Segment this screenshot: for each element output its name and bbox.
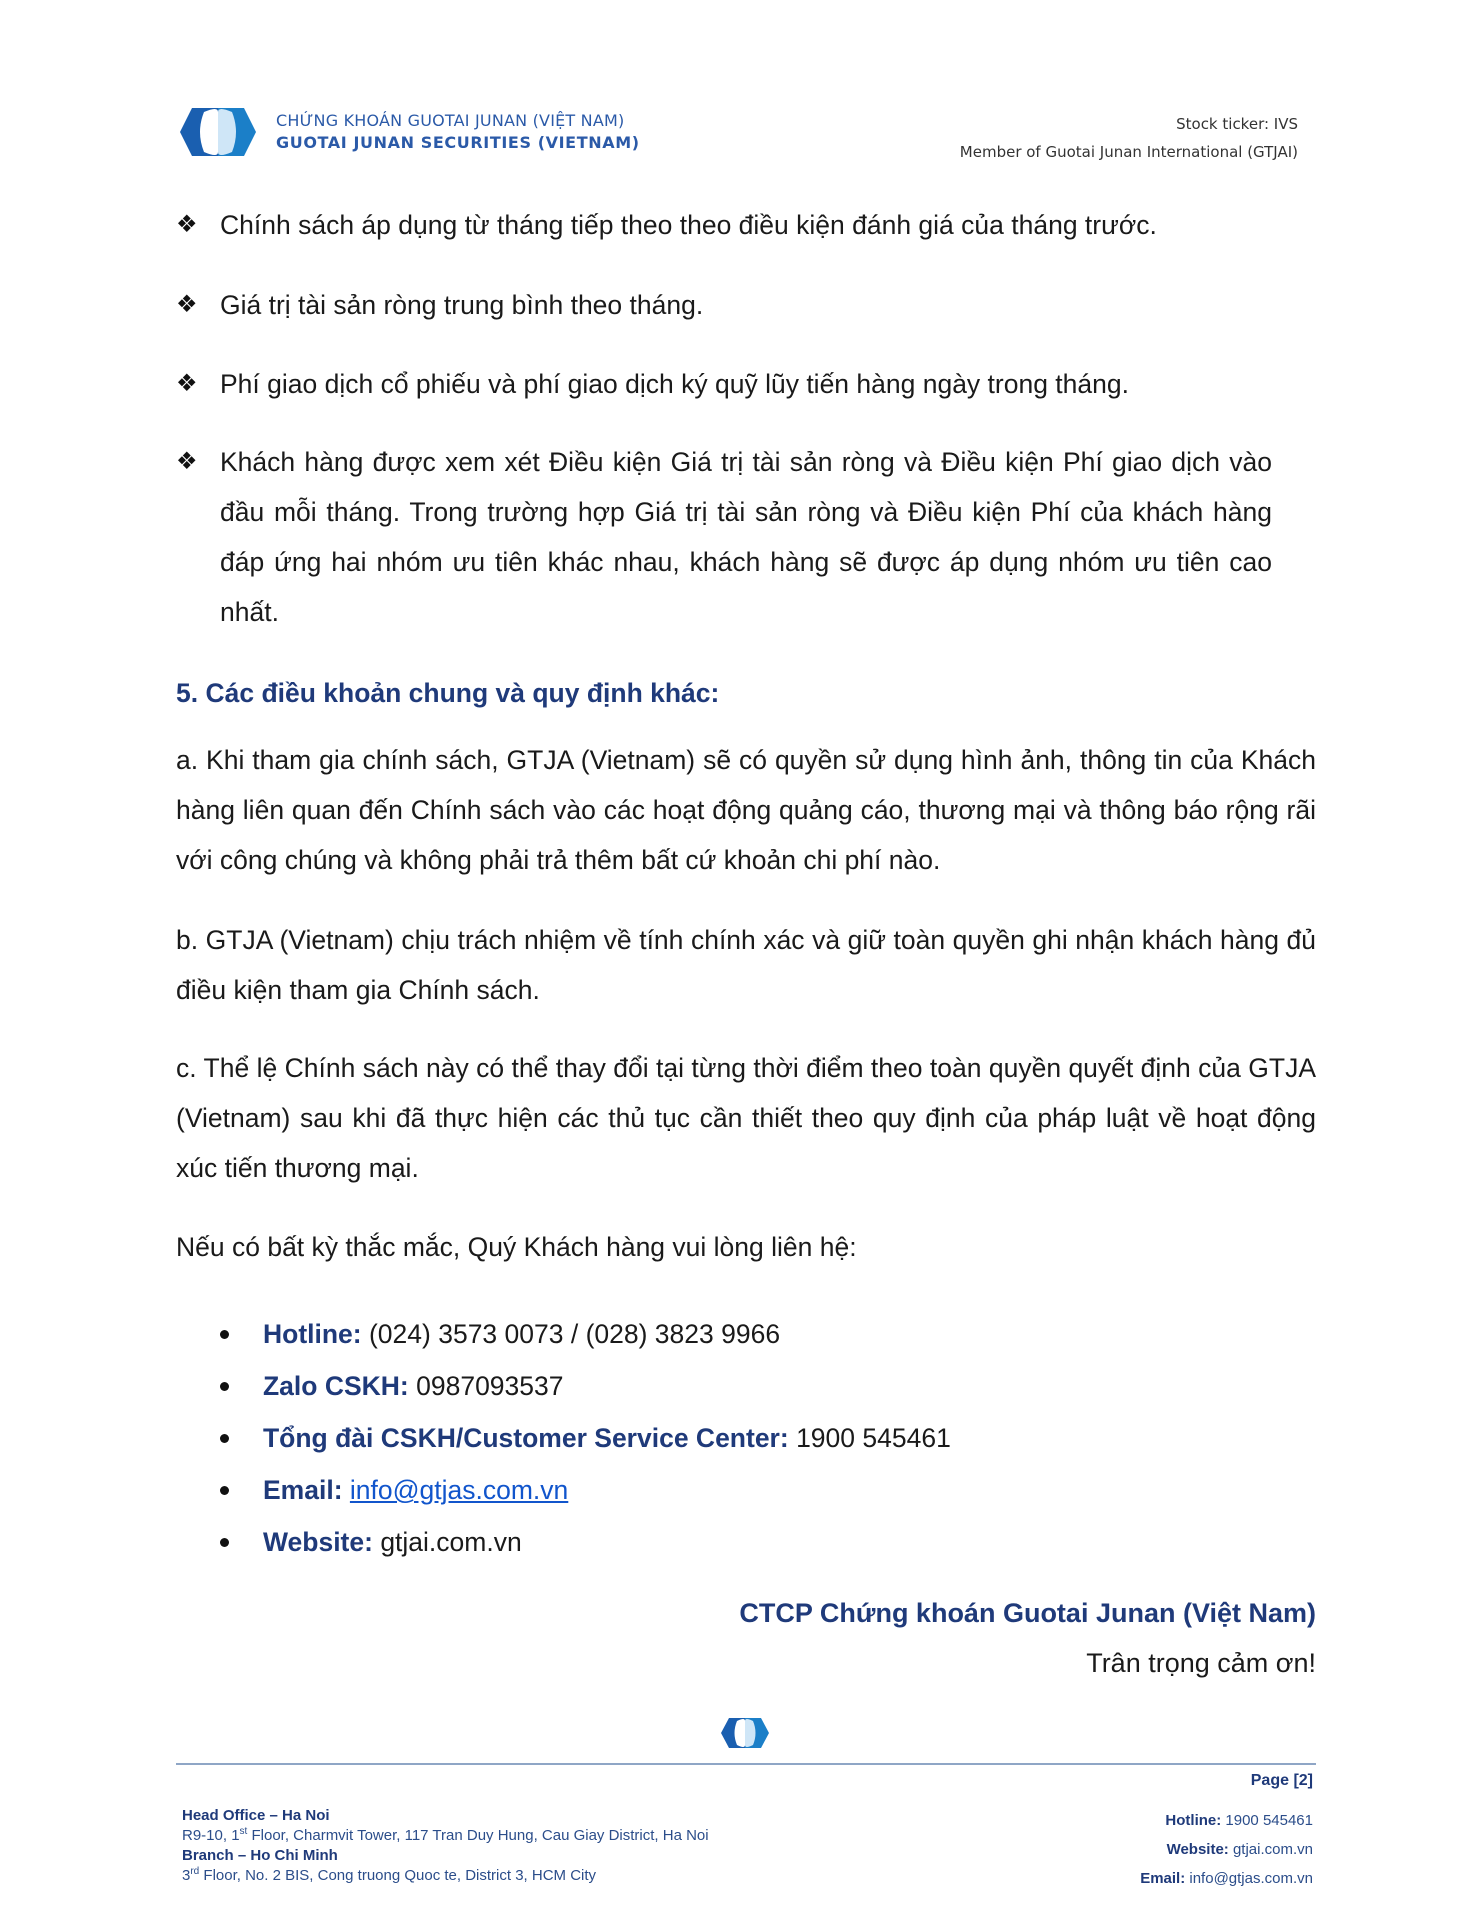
footer-website: Website: gtjai.com.vn (1166, 1841, 1313, 1858)
contact-label: Tổng đài CSKH/Customer Service Center: (263, 1423, 789, 1453)
list-item (176, 359, 1272, 409)
gtja-logo-icon (178, 106, 258, 158)
contact-website (176, 1516, 1176, 1568)
contact-zalo (176, 1360, 1176, 1412)
contact-label: Email: (263, 1475, 343, 1505)
bullet-text: Giá trị tài sản ròng trung bình theo tháng. (220, 290, 704, 320)
contact-label: Zalo CSKH: (263, 1371, 409, 1401)
bullet-dot-icon (220, 1486, 229, 1495)
bullet-text: Khách hàng được xem xét Điều kiện Giá trị tài sản ròng và Điều kiện Phí giao dịch vào đầu mỗi tháng. Trong trường hợp Giá trị tài sản ròng và Điều kiện Phí của khách hàng đáp ứng hai nhóm ưu tiên khác nhau, khách hàng sẽ được áp dụng nhóm ưu tiên cao nhất. (220, 447, 1272, 627)
branch-label: Branch – Ho Chi Minh (182, 1847, 338, 1864)
bullet-dot-icon (220, 1538, 229, 1547)
diamond-bullet-icon: ❖ (176, 211, 198, 238)
list-item (176, 200, 1272, 250)
email-link[interactable]: info@gtjas.com.vn (349, 1475, 569, 1505)
bullet-text: Chính sách áp dụng từ tháng tiếp theo theo điều kiện đánh giá của tháng trước. (220, 210, 1157, 240)
footer-hotline: Hotline: 1900 545461 (1165, 1812, 1313, 1829)
footer-divider (176, 1763, 1316, 1765)
closing-thanks: Trân trọng cảm ơn! (1086, 1648, 1316, 1678)
company-name (276, 110, 640, 154)
clause-a: a. Khi tham gia chính sách, GTJA (Vietnam) sẽ có quyền sử dụng hình ảnh, thông tin của Khách hàng liên quan đến Chính sách vào các hoạt động quảng cáo, thương mại và thông báo rộng rãi với công chúng và không phải trả thêm bất cứ khoản chi phí nào. (176, 745, 1316, 875)
diamond-bullet-icon: ❖ (176, 291, 198, 318)
contact-email (176, 1464, 1176, 1516)
company-name-en: GUOTAI JUNAN SECURITIES (VIETNAM) (276, 133, 640, 152)
contact-intro: Nếu có bất kỳ thắc mắc, Quý Khách hàng vui lòng liên hệ: (176, 1232, 857, 1262)
contact-list (176, 1308, 1176, 1568)
closing-block (739, 1588, 1316, 1688)
bullet-text: Phí giao dịch cổ phiếu và phí giao dịch ký quỹ lũy tiến hàng ngày trong tháng. (220, 369, 1129, 399)
ticker-block (960, 110, 1298, 166)
contact-label: Website: (263, 1527, 373, 1557)
footer-contacts (1140, 1806, 1313, 1893)
contact-label: Hotline: (263, 1319, 362, 1349)
closing-organization: CTCP Chứng khoán Guotai Junan (Việt Nam) (739, 1598, 1316, 1628)
bullet-dot-icon (220, 1382, 229, 1391)
page-header (178, 100, 1298, 170)
diamond-bullet-icon: ❖ (176, 370, 198, 397)
contact-value: 0987093537 (408, 1371, 564, 1401)
diamond-bullet-icon: ❖ (176, 448, 198, 475)
contact-service-center (176, 1412, 1176, 1464)
head-office-label: Head Office – Ha Noi (182, 1807, 330, 1824)
list-item (176, 280, 1272, 330)
clause-b: b. GTJA (Vietnam) chịu trách nhiệm về tính chính xác và giữ toàn quyền ghi nhận khách hàng đủ điều kiện tham gia Chính sách. (176, 925, 1316, 1005)
head-office-address: R9-10, 1st Floor, Charmvit Tower, 117 Tran Duy Hung, Cau Giay District, Ha Noi (182, 1826, 709, 1844)
contact-hotline (176, 1308, 1176, 1360)
stock-ticker: Stock ticker: IVS (1176, 115, 1298, 133)
company-name-vn: CHỨNG KHOÁN GUOTAI JUNAN (VIỆT NAM) (276, 111, 625, 130)
footer-logo-icon (720, 1717, 770, 1749)
list-item (176, 437, 1272, 637)
contact-value: gtjai.com.vn (372, 1527, 522, 1557)
member-line: Member of Guotai Junan International (GTJAI) (959, 143, 1298, 161)
footer-email: Email: info@gtjas.com.vn (1140, 1870, 1313, 1887)
clause-c: c. Thể lệ Chính sách này có thể thay đổi tại từng thời điểm theo toàn quyền quyết định của GTJA (Vietnam) sau khi đã thực hiện các thủ tục cần thiết theo quy định của pháp luật về hoạt động xúc tiến thương mại. (176, 1053, 1316, 1183)
contact-value: (024) 3573 0073 / (028) 3823 9966 (361, 1319, 781, 1349)
contact-value: 1900 545461 (788, 1423, 951, 1453)
section-title: 5. Các điều khoản chung và quy định khác: (176, 678, 720, 708)
branch-address: 3rd Floor, No. 2 BIS, Cong truong Quoc te, District 3, HCM City (182, 1866, 597, 1884)
bullet-dot-icon (220, 1434, 229, 1443)
bullet-dot-icon (220, 1330, 229, 1339)
page-number: Page [2] (1250, 1772, 1313, 1789)
footer-addresses (182, 1806, 709, 1886)
